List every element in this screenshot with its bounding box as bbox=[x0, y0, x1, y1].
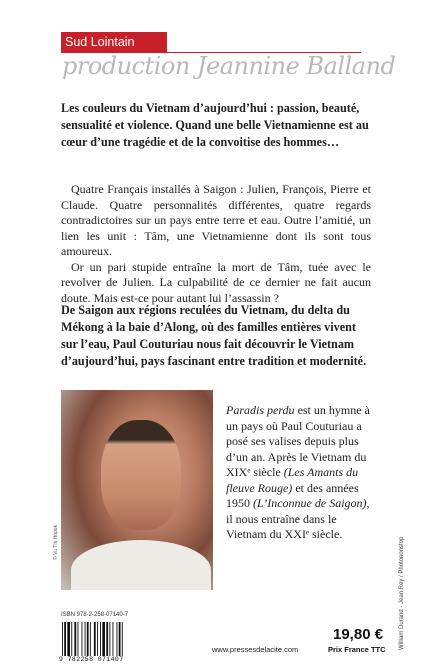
price: 19,80 € bbox=[333, 626, 384, 643]
book-title: Paradis perdu bbox=[226, 403, 295, 417]
century-21: XXIᵉ bbox=[284, 527, 310, 541]
caption-text-4: , il nous entraîne dans le Vietnam du bbox=[226, 496, 370, 541]
synopsis bbox=[61, 182, 371, 306]
caption-text-2: siècle bbox=[250, 465, 284, 479]
setting-paragraph: De Saigon aux régions reculées du Vietnam, du delta du Mékong à la baie d’Along, où des familles entières vivent sur l’eau, Paul Couturiau nous fait découvrir le Vietnam d’aujourd’hui, pays fascinant entre tradition et modernité. bbox=[61, 303, 367, 368]
author-caption bbox=[226, 403, 374, 543]
intro-paragraph: Les couleurs du Vietnam d’aujourd’hui : passion, beauté, sensualité et violence. Quand une belle Vietnamienne est au cœur d’une tragédie et de la convoitise des hommes… bbox=[61, 101, 369, 149]
caption-text-3: et des années 1950 bbox=[226, 480, 359, 510]
publisher-website: www.pressesdelacite.com bbox=[212, 645, 299, 654]
author-photo bbox=[61, 390, 213, 590]
cover-photo-credit: William Durand - Jean Rey / Photononstop bbox=[399, 536, 405, 650]
barcode bbox=[61, 622, 141, 658]
synopsis-paragraph-1: Quatre Français installés à Saigon : Julien, François, Pierre et Claude. Quatre personnalités différentes, quatre regards contradictoires sur un pays entre terre et eau. Outre l’amitié, un lien les unit : Tâm, une Vietnamienne dont ils sont tous amoureux. bbox=[61, 182, 371, 258]
century-19: XIXᵉ bbox=[226, 465, 251, 479]
author-shirt bbox=[71, 540, 211, 590]
price-note: Prix France TTC bbox=[328, 645, 386, 654]
publisher-signature: production Jeannine Balland bbox=[62, 52, 396, 80]
collection-label: Sud Lointain bbox=[61, 32, 167, 52]
previous-book-1: (Les Amants du fleuve Rouge) bbox=[226, 465, 359, 495]
barcode-digits: 9 782258 071407 bbox=[59, 656, 124, 663]
author-face bbox=[101, 420, 181, 530]
caption-text-1: est un hymne à un pays où Paul Couturiau a posé ses valises depuis plus d’un an. Après le Vietnam du bbox=[226, 403, 370, 464]
photo-credit: © Vu Thi Hopok bbox=[53, 524, 59, 560]
synopsis-paragraph-2: Or un pari stupide entraîne la mort de Tâm, tuée avec le revolver de Julien. La culpabilité de ce dernier ne fait aucun doute. Mais est-ce pour autant lui l’assassin ? bbox=[61, 259, 371, 305]
caption-text-5: siècle. bbox=[309, 527, 343, 541]
previous-book-2: (L’Inconnue de Saigon) bbox=[253, 496, 367, 510]
isbn: ISBN 978-2-258-07140-7 bbox=[61, 612, 129, 618]
